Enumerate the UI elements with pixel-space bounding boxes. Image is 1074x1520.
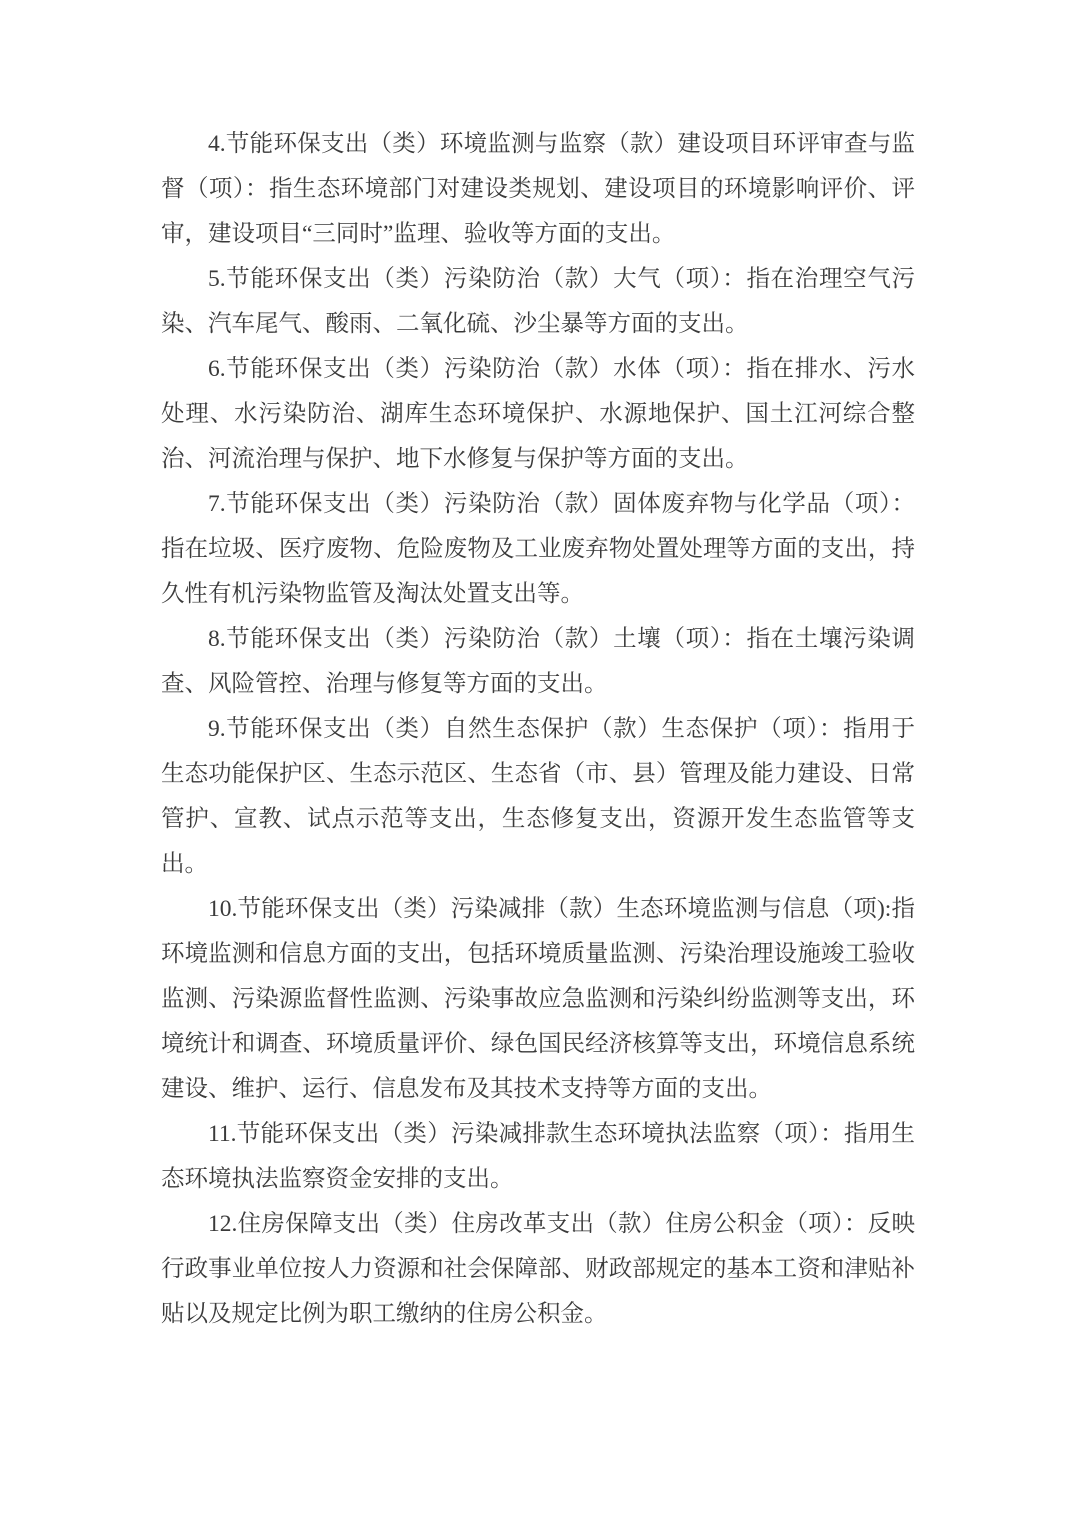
paragraph-item-11: 11.节能环保支出（类）污染减排款生态环境执法监察（项）：指用生态环境执法监察资金安排的支出。 bbox=[161, 1121, 915, 1192]
paragraph-item-9: 9.节能环保支出（类）自然生态保护（款）生态保护（项）：指用于生态功能保护区、生态示范区、生态省（市、县）管理及能力建设、日常管护、宣教、试点示范等支出，生态修复支出，资源开发生态监管等支出。 bbox=[161, 716, 915, 877]
paragraph-item-7: 7.节能环保支出（类）污染防治（款）固体废弃物与化学品（项）：指在垃圾、医疗废物、危险废物及工业废弃物处置处理等方面的支出，持久性有机污染物监管及淘汰处置支出等。 bbox=[161, 491, 915, 607]
paragraph-item-8: 8.节能环保支出（类）污染防治（款）土壤（项）：指在土壤污染调查、风险管控、治理与修复等方面的支出。 bbox=[161, 626, 915, 697]
paragraph-item-5: 5.节能环保支出（类）污染防治（款）大气（项）：指在治理空气污染、汽车尾气、酸雨、二氧化硫、沙尘暴等方面的支出。 bbox=[161, 266, 915, 337]
paragraph-item-4: 4.节能环保支出（类）环境监测与监察（款）建设项目环评审查与监督（项）：指生态环境部门对建设类规划、建设项目的环境影响评价、评审，建设项目“三同时”监理、验收等方面的支出。 bbox=[161, 131, 915, 247]
paragraph-item-6: 6.节能环保支出（类）污染防治（款）水体（项）：指在排水、污水处理、水污染防治、湖库生态环境保护、水源地保护、国土江河综合整治、河流治理与保护、地下水修复与保护等方面的支出。 bbox=[161, 356, 915, 472]
document-body bbox=[161, 122, 915, 1337]
paragraph-item-10: 10.节能环保支出（类）污染减排（款）生态环境监测与信息（项):指环境监测和信息方面的支出，包括环境质量监测、污染治理设施竣工验收监测、污染源监督性监测、污染事故应急监测和污染纠纷监测等支出，环境统计和调查、环境质量评价、绿色国民经济核算等支出，环境信息系统建设、维护、运行、信息发布及其技术支持等方面的支出。 bbox=[161, 896, 915, 1102]
paragraph-item-12: 12.住房保障支出（类）住房改革支出（款）住房公积金（项）：反映行政事业单位按人力资源和社会保障部、财政部规定的基本工资和津贴补贴以及规定比例为职工缴纳的住房公积金。 bbox=[161, 1211, 915, 1327]
